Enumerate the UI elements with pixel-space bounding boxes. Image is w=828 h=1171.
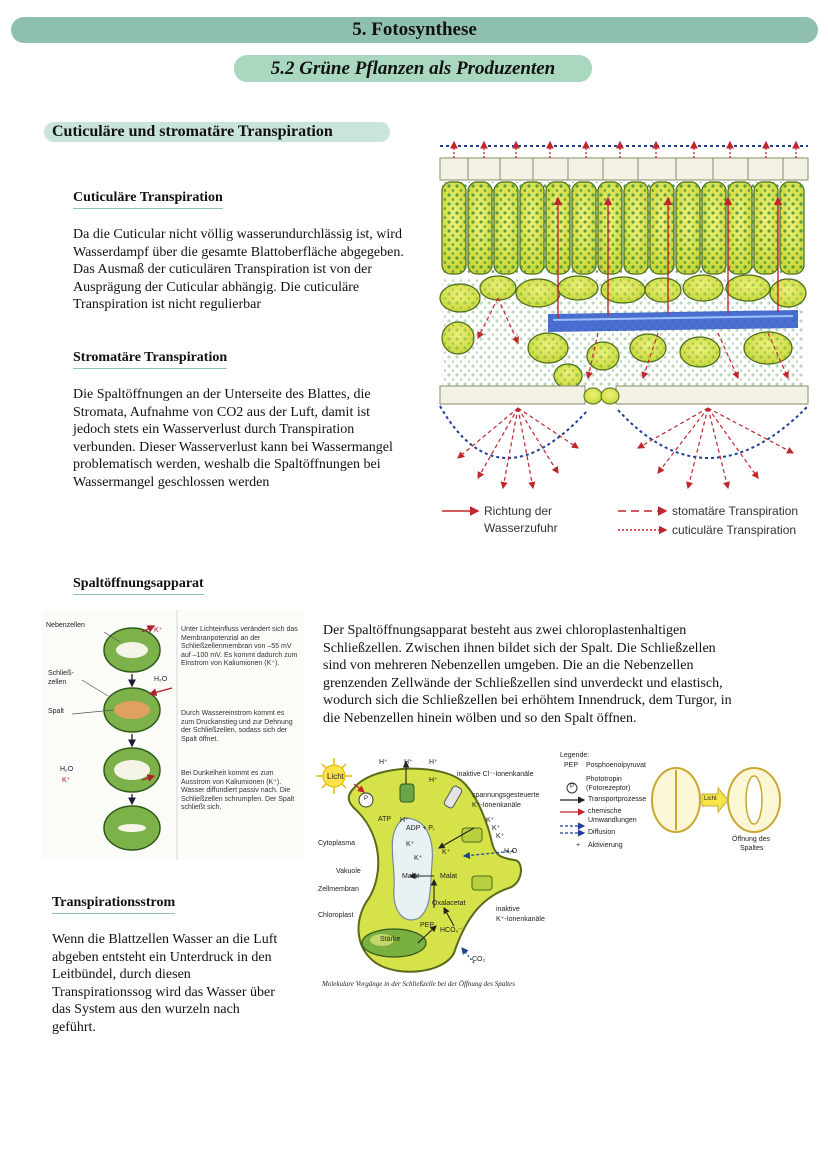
label-hco3: HCO₃⁻: [440, 927, 463, 934]
paragraph-transpiration-stream: [52, 931, 312, 1036]
heading-transpiration-stream: Transpirationsstrom: [52, 895, 175, 914]
text-line: Transpiration ist nicht regulierbar: [73, 297, 262, 312]
page-title: 5. Fotosynthese: [11, 17, 818, 43]
label-h-plus-inner: H⁺: [400, 817, 409, 824]
legend-title: Legende:: [560, 752, 590, 759]
leaf-cross-section-illustration: [438, 138, 810, 543]
stoma-stages-figure: [42, 610, 304, 860]
legend-water-direction-2: Wasserzufuhr: [484, 521, 558, 535]
label-k-voltage-2: K⁺-Ionenkanäle: [472, 802, 521, 809]
label-oxalacetat: Oxalacetat: [432, 900, 466, 907]
label-k-inner-3: K⁺: [442, 849, 451, 856]
legend-phototropin: Phototropin (Fotorezeptor): [586, 776, 631, 792]
label-licht-small: Licht: [704, 796, 717, 802]
phototropin-p: P: [364, 796, 369, 802]
text-line: das System aus den wurzeln nach: [52, 1002, 240, 1017]
label-staerke: Stärke: [380, 936, 401, 943]
label-spalt: Spalt: [48, 708, 64, 715]
label-cl-channels: inaktive Cl⁻-Ionenkanäle: [457, 771, 534, 778]
text-line: sind von mehreren Nebenzellen umgeben. Die an die Nebenzellen: [323, 658, 694, 673]
stoma-step-1: Unter Lichteinfluss verändert sich das Membranpotenzial an der Schließzellenmembran von –55 mV auf –100 mV. Es kommt dadurch zum Einstrom von Kaliumionen (K⁺).: [181, 626, 298, 667]
figure-caption: Molekulare Vorgänge in der Schließzelle bei der Öffnung des Spaltes: [322, 980, 515, 988]
text-line: verbunden. Dieser Wasserverlust kann bei Wassermangel: [73, 439, 393, 455]
paragraph-stomata: [323, 622, 793, 727]
label-licht: Licht: [327, 772, 344, 781]
ion-k-label: K⁺: [154, 627, 163, 634]
label-adp: ADP + Pᵢ: [406, 825, 435, 832]
legend-diffusion: Diffusion: [588, 829, 616, 836]
text-line: Der Spaltöffnungsapparat besteht aus zwei chloroplastenhaltigen: [323, 623, 687, 638]
h-plus-1: H⁺: [379, 759, 388, 766]
label-zellmembran: Zellmembran: [318, 886, 359, 893]
label-k-channel-2: K⁺: [492, 825, 501, 832]
h-plus-2: H⁺: [404, 759, 413, 766]
text-line: Wasserdampf über die gesamte Blattoberfläche abgegeben.: [73, 244, 404, 260]
label-pep: PEP: [420, 922, 435, 929]
label-nebenzellen: Nebenzellen: [46, 622, 85, 629]
label-k-channel-1: K⁺: [486, 817, 495, 824]
legend-water-direction-1: Richtung der: [484, 504, 553, 518]
label-malat-1: Malat: [402, 873, 420, 880]
text-line: die Nebenzellen hinein wölben und so den Spalt öffnen.: [323, 710, 637, 726]
text-line: Schließzellen. Zwischen ihnen bildet sich der Spalt. Die Schließzellen: [323, 640, 716, 656]
label-opening-1: Öffnung des: [732, 836, 771, 843]
paragraph-stomatal: [73, 386, 443, 491]
text-line: wodurch sich die Schließzellen bei erhöhtem Innendruck, dem Turgor, in: [323, 693, 732, 708]
text-line: Das Ausmaß der cuticulären Transpiration ist von der: [73, 262, 373, 277]
text-line: grenzenden Zellwände der Schließzellen sind unverdeckt und elastisch,: [323, 675, 723, 691]
leaf-cross-section-figure: [438, 138, 810, 543]
text-line: Die Spaltöffnungen an der Unterseite des Blattes, die: [73, 387, 371, 402]
label-k-inactive-2: K⁺-Ionenkanäle: [496, 916, 545, 923]
ion-k-out-label: K⁺: [62, 777, 71, 784]
paragraph-cuticular: [73, 226, 443, 314]
page-subtitle: 5.2 Grüne Pflanzen als Produzenten: [234, 55, 592, 82]
text-line: jedoch stets ein Wasserverlust durch Transpiration: [73, 422, 355, 437]
legend-plus: +: [576, 842, 581, 849]
text-line: abgeben entsteht ein Unterdruck in den: [52, 949, 272, 965]
label-k-inner-1: K⁺: [406, 841, 415, 848]
section-heading-transpiration: Cuticuläre und stromatäre Transpiration: [44, 122, 390, 142]
label-co2: CO₂: [472, 956, 486, 963]
legend-pep: Posphoenolpyruvat: [586, 762, 646, 769]
text-line: Wenn die Blattzellen Wasser an die Luft: [52, 932, 278, 947]
guard-cell-molecular-illustration: [314, 748, 814, 993]
guard-cell-molecular-figure: [314, 748, 814, 993]
stoma-step-3: Bei Dunkelheit kommt es zum Ausstrom von Kaliumionen (K⁺). Wasser diffundiert passiv nach. Die Schließzellen schrumpfen. Der Spalt schließt sich.: [181, 770, 295, 811]
label-schliesszellen-1: Schließ-: [48, 670, 74, 677]
ion-h2o-label: H₂O: [154, 676, 168, 683]
legend-transport: Transportprozesse: [588, 796, 647, 803]
legend-pep-abbr: PEP: [564, 762, 579, 769]
text-line: Ausprägung der Cuticular abhängig. Die cuticuläre: [73, 279, 360, 295]
label-k-channel-3: K⁺: [496, 833, 505, 840]
h-plus-3: H⁺: [429, 759, 438, 766]
legend-cuticular: cuticuläre Transpiration: [672, 523, 797, 537]
text-line: Transpirationssog wird das Wasser über: [52, 984, 275, 1000]
ion-h2o-out-label: H₂O: [60, 766, 74, 773]
label-vakuole: Vakuole: [336, 868, 361, 875]
text-line: problematisch werden, weshalb die Spaltöffnungen bei: [73, 457, 381, 472]
legend-activation: Aktivierung: [588, 842, 623, 849]
label-h2o: H₂O: [504, 848, 518, 855]
label-schliesszellen-2: zellen: [48, 679, 67, 686]
heading-stomatal: Stromatäre Transpiration: [73, 350, 227, 369]
text-line: geführt.: [52, 1019, 96, 1035]
label-malat-2: Malat: [440, 873, 458, 880]
label-k-inner-2: K⁺: [414, 855, 423, 862]
text-line: Stromata, Aufnahme von CO2 aus der Luft, damit ist: [73, 404, 371, 420]
legend-p-symbol: P: [570, 784, 575, 790]
h-plus-4: H⁺: [429, 777, 438, 784]
text-line: Leitbündel, durch diesen: [52, 967, 191, 982]
heading-cuticular: Cuticuläre Transpiration: [73, 190, 223, 209]
text-line: Da die Cuticular nicht völlig wasserundurchlässig ist, wird: [73, 227, 402, 242]
legend-stomatal: stomatäre Transpiration: [672, 504, 799, 518]
legend-chemical: chemische Umwandlungen: [588, 808, 637, 824]
heading-stomata-apparatus: Spaltöffnungsapparat: [73, 576, 204, 595]
stoma-step-2: Durch Wassereinstrom kommt es zum Druckanstieg und zur Dehnung der Schließzellen, sodass sich der Spalt öffnet.: [181, 710, 293, 743]
label-cytoplasma: Cytoplasma: [318, 840, 355, 847]
label-atp: ATP: [378, 816, 392, 823]
label-chloroplast: Chloroplast: [318, 912, 354, 919]
label-opening-2: Spaltes: [740, 845, 764, 852]
label-k-voltage-1: spannungsgesteuerte: [472, 792, 540, 799]
text-line: Wassermangel geschlossen werden: [73, 474, 270, 490]
label-k-inactive-1: inaktive: [496, 906, 520, 913]
